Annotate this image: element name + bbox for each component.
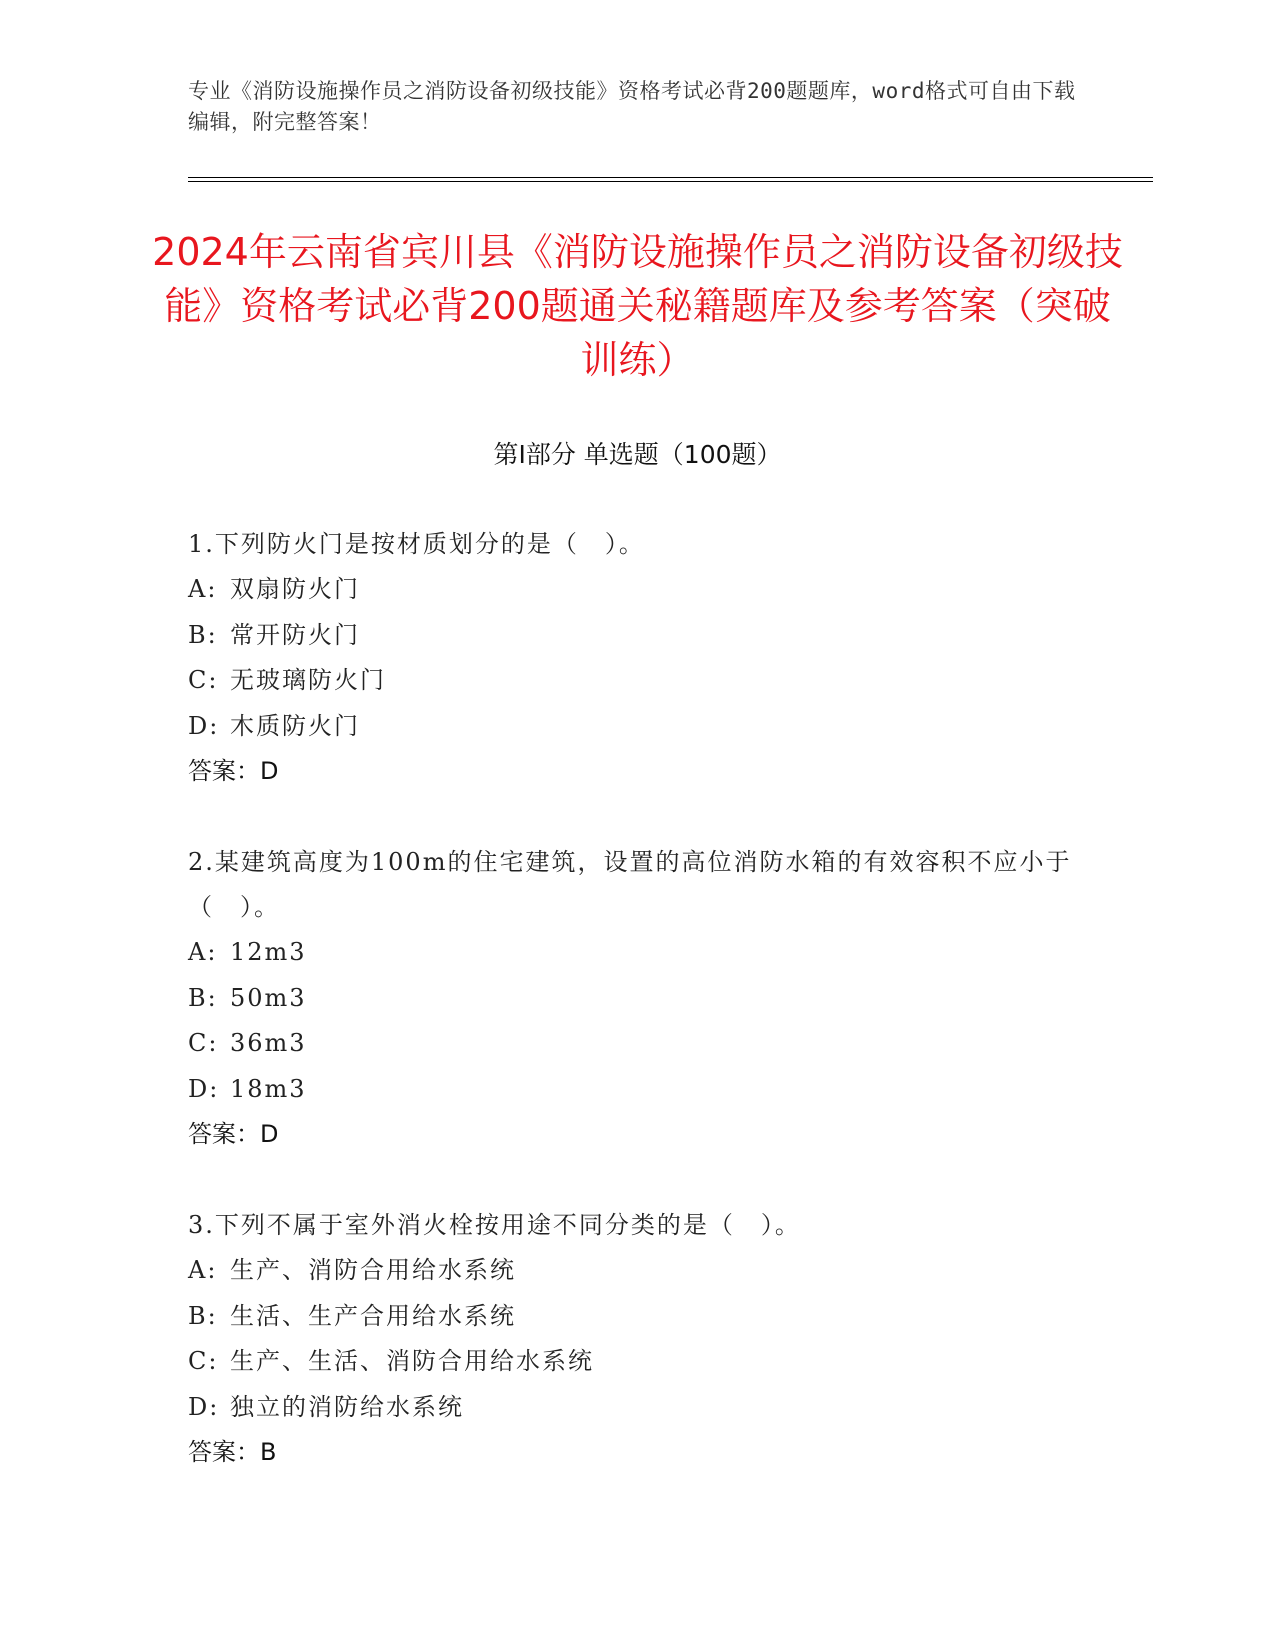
option-b (188, 613, 1088, 659)
option-key: D: (188, 1392, 220, 1421)
answer-label: 答案： (188, 1438, 260, 1466)
option-text: 木质防火门 (230, 711, 360, 740)
option-key: D: (188, 1074, 220, 1103)
option-c (188, 1021, 1088, 1067)
option-text: 双扇防火门 (230, 575, 360, 603)
option-d (188, 1067, 1088, 1113)
option-text: 12m3 (230, 938, 307, 966)
answer-label: 答案： (188, 1120, 260, 1148)
option-text: 50m3 (230, 983, 307, 1012)
header-note: 专业《消防设施操作员之消防设备初级技能》资格考试必背200题题库，word格式可自由下载编辑，附完整答案！ (188, 79, 1076, 134)
option-text: 36m3 (230, 1029, 307, 1057)
document-title: 2024年云南省宾川县《消防设施操作员之消防设备初级技能》资格考试必背200题通关秘籍题库及参考答案（突破训练） (152, 230, 1123, 382)
option-key: A: (188, 938, 218, 966)
option-a (188, 1248, 1088, 1294)
option-key: C: (188, 666, 219, 694)
answer (188, 1430, 1088, 1475)
option-text: 常开防火门 (230, 620, 360, 649)
option-b (188, 1294, 1088, 1340)
option-c (188, 658, 1088, 704)
option-key: D: (188, 711, 220, 740)
option-key: C: (188, 1347, 219, 1375)
option-text: 生产、生活、消防合用给水系统 (230, 1347, 594, 1375)
answer (188, 749, 1088, 794)
question-text: 3.下列不属于室外消火栓按用途不同分类的是（ ）。 (188, 1211, 801, 1239)
option-text: 18m3 (230, 1074, 307, 1103)
question-1 (188, 522, 1088, 794)
option-key: B: (188, 983, 218, 1012)
option-key: B: (188, 620, 218, 649)
option-a (188, 930, 1088, 976)
answer (188, 1112, 1088, 1157)
option-key: A: (188, 1256, 218, 1284)
question-text: 2.某建筑高度为100m的住宅建筑，设置的高位消防水箱的有效容积不应小于（ ）。 (188, 848, 1072, 921)
question-2 (188, 840, 1088, 1157)
option-key: B: (188, 1301, 218, 1330)
option-d (188, 704, 1088, 750)
option-text: 生产、消防合用给水系统 (230, 1256, 516, 1284)
header-divider-bottom (188, 181, 1153, 182)
header-divider-top (188, 177, 1153, 178)
question-text: 1.下列防火门是按材质划分的是（ ）。 (188, 530, 645, 558)
answer-value: D (260, 757, 279, 785)
section-title: 第Ⅰ部分 单选题（100题） (493, 440, 782, 469)
option-text: 无玻璃防火门 (230, 666, 386, 694)
answer-label: 答案： (188, 757, 260, 785)
question-3 (188, 1203, 1088, 1475)
option-b (188, 976, 1088, 1022)
option-a (188, 567, 1088, 613)
option-key: A: (188, 575, 218, 603)
answer-value: B (260, 1438, 277, 1466)
option-key: C: (188, 1029, 219, 1057)
option-d (188, 1385, 1088, 1431)
answer-value: D (260, 1120, 279, 1148)
option-text: 独立的消防给水系统 (230, 1392, 464, 1421)
option-text: 生活、生产合用给水系统 (230, 1301, 516, 1330)
option-c (188, 1339, 1088, 1385)
